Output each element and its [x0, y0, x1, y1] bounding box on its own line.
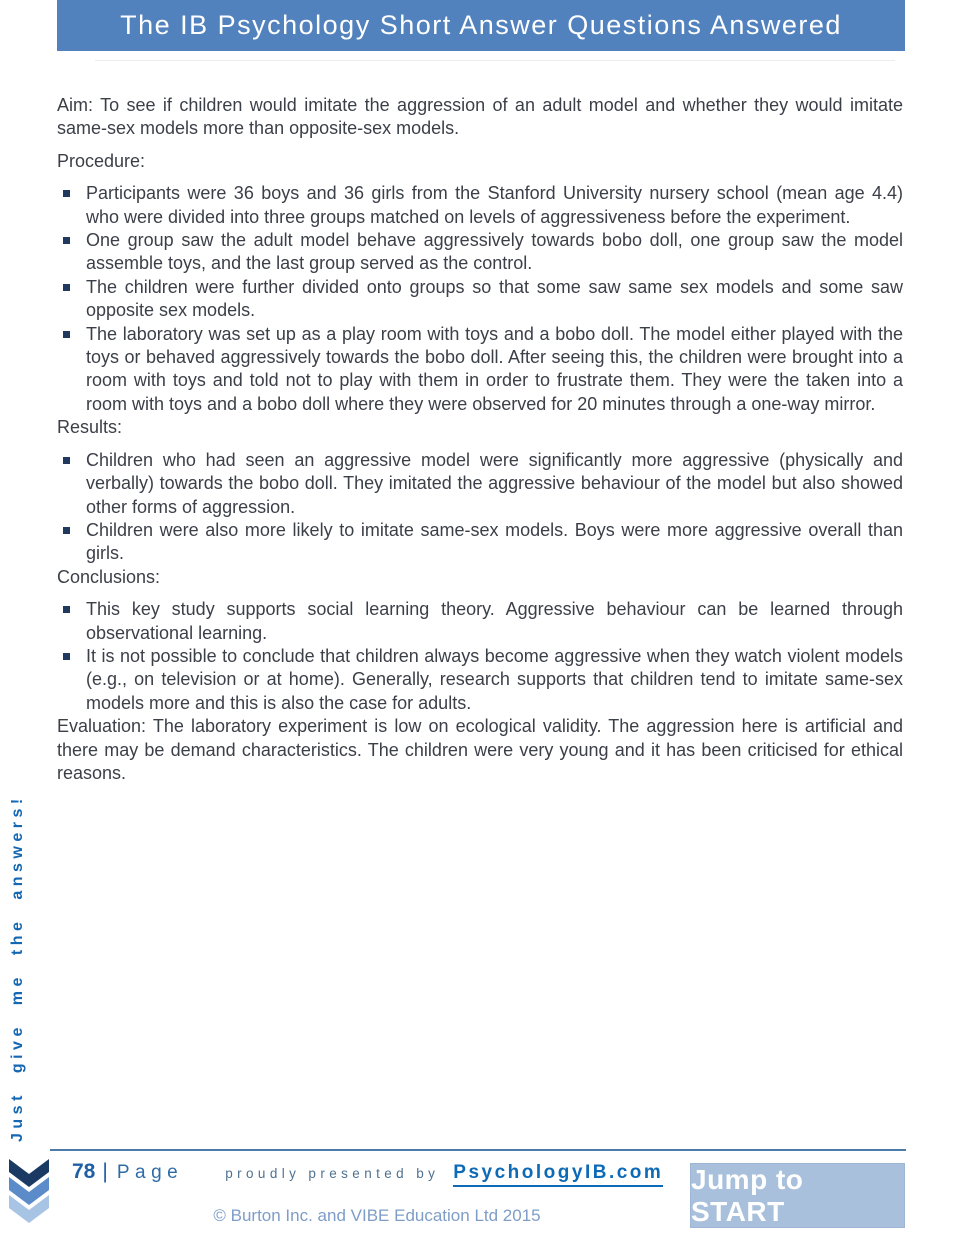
bullet-icon — [63, 331, 70, 338]
conclusions-list — [57, 598, 903, 715]
sidebar-vertical-text: Just give me the answers! — [9, 794, 26, 1142]
results-heading: Results: — [57, 417, 123, 438]
bullet-icon — [63, 606, 70, 613]
copyright-text: © Burton Inc. and VIBE Education Ltd 2015 — [213, 1206, 541, 1225]
bullet-icon — [63, 527, 70, 534]
jump-to-start-button[interactable] — [690, 1163, 905, 1228]
bullet-icon — [63, 284, 70, 291]
list-item — [57, 645, 903, 715]
header-underline — [95, 60, 895, 61]
list-item-text: This key study supports social learning theory. Aggressive behaviour can be learned through observational learning. — [86, 599, 903, 643]
list-item — [57, 598, 903, 645]
conclusions-heading: Conclusions: — [57, 566, 161, 587]
psychologyib-link[interactable]: PsychologyIB.com — [453, 1162, 663, 1187]
list-item — [57, 449, 903, 519]
footer-divider — [50, 1149, 906, 1151]
chevrons-down-icon — [8, 1159, 50, 1223]
bullet-icon — [63, 653, 70, 660]
list-item-text: Children were also more likely to imitate same-sex models. Boys were more aggressive overall than girls. — [86, 519, 903, 564]
page-title: The IB Psychology Short Answer Questions Answered — [120, 10, 842, 40]
list-item — [57, 323, 903, 417]
aim-paragraph: Aim: To see if children would imitate the aggression of an adult model and whether they would imitate same-sex models more than opposite-sex models. — [57, 95, 903, 139]
page-word: Page — [116, 1162, 184, 1183]
list-item-text: One group saw the adult model behave aggressively towards bobo doll, one group saw the model assemble toys, and the last group served as the control. — [86, 230, 903, 274]
procedure-list — [57, 182, 903, 416]
jump-to-start-label: Jump to START — [691, 1163, 804, 1227]
header-bar — [57, 0, 905, 51]
bullet-icon — [63, 190, 70, 197]
results-list — [57, 449, 903, 566]
page-number-divider: | — [102, 1160, 108, 1183]
bullet-icon — [63, 237, 70, 244]
list-item — [57, 276, 903, 323]
list-item-text: The laboratory was set up as a play room with toys and a bobo doll. The model either played with the toys or behaved aggressively towards the bobo doll. After seeing this, the children were brought into a room with toys and told not to play with them in order to frustrate them. They were the taken into a room with toys and a bobo doll where they were observed for 20 minutes through a one-way mirror. — [86, 323, 903, 414]
list-item-text: The children were further divided onto groups so that some saw same sex models and some saw opposite sex models. — [86, 276, 903, 321]
list-item-text: Children who had seen an aggressive model were significantly more aggressive (physically and verbally) towards the bobo doll. They imitated the aggressive behaviour of the model but also showed other forms of aggression. — [86, 449, 903, 517]
list-item — [57, 182, 903, 229]
document-body — [57, 94, 903, 785]
list-item — [57, 229, 903, 276]
bullet-icon — [63, 457, 70, 464]
list-item — [57, 519, 903, 566]
list-item-text: It is not possible to conclude that children always become aggressive when they watch violent models (e.g., on television or at home). Generally, research supports that children tend to imitate same-sex models more and this is also the case for adults. — [86, 645, 903, 713]
presented-by-text: proudly presented by — [225, 1166, 440, 1181]
page-number: 78 — [72, 1160, 96, 1183]
procedure-heading: Procedure: — [57, 150, 146, 171]
list-item-text: Participants were 36 boys and 36 girls from the Stanford University nursery school (mean age 4.4) who were divided into three groups matched on levels of aggressiveness before the experiment. — [86, 183, 903, 227]
evaluation-paragraph: Evaluation: The laboratory experiment is low on ecological validity. The aggression here is artificial and there may be demand characteristics. The children were very young and it has been criticised for ethical reasons. — [57, 716, 903, 783]
footer-row — [72, 1160, 663, 1187]
